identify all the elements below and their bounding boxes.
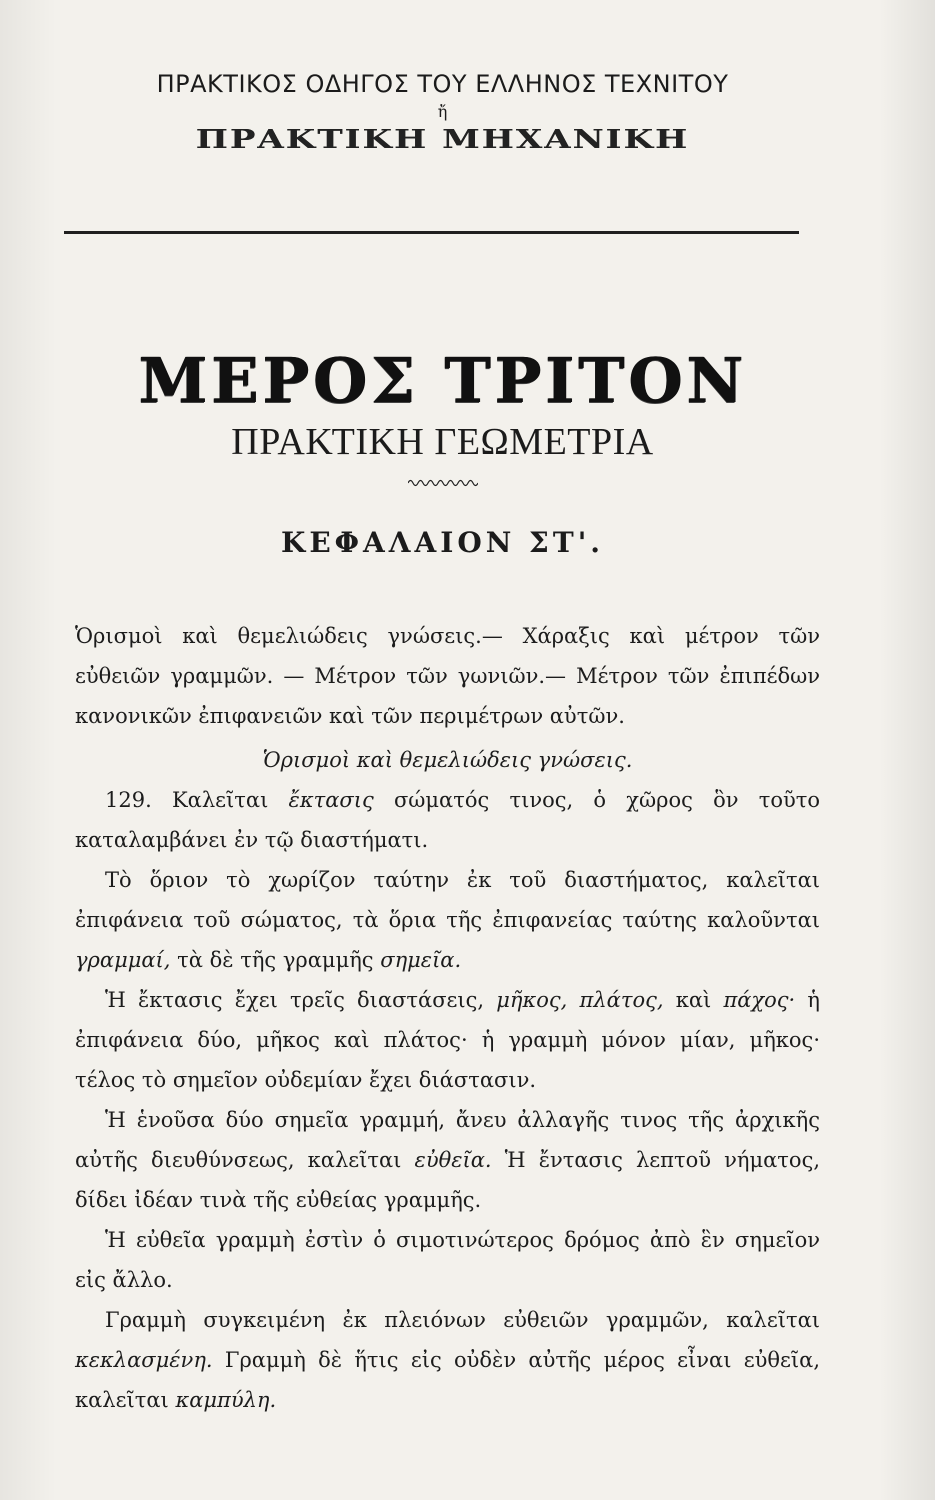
wave-ornament xyxy=(408,478,478,488)
text-run: Καλεῖται xyxy=(151,788,289,812)
section-heading: Ὁρισμοὶ καὶ θεμελιώδεις γνώσεις. xyxy=(262,748,633,772)
book-subtitle: ΠΡΑΚΤΙΚΗ ΜΗΧΑΝΙΚΗ xyxy=(195,124,690,156)
paragraph-129 xyxy=(75,780,820,860)
text-run: τὰ δὲ τῆς γραμμῆς xyxy=(170,948,381,972)
paragraph-dimensions xyxy=(75,980,820,1100)
text-run: σώματός τινος, ὁ χῶρος ὃν τοῦτο καταλαμβάνει ἐν τῷ διαστήματι. xyxy=(75,788,820,852)
italic-term: εὐθεῖα. xyxy=(414,1148,492,1172)
chapter-summary: Ὁρισμοὶ καὶ θεμελιώδεις γνώσεις.— Χάραξις καὶ μέτρον τῶν εὐθειῶν γραμμῶν. — Μέτρον τῶν γωνιῶν.— Μέτρον τῶν ἐπιπέδων κανονικῶν ἐπιφανειῶν καὶ τῶν περιμέτρων αὐτῶν. xyxy=(75,624,820,728)
text-run: Ἡ εὐθεῖα γραμμὴ ἐστὶν ὁ σιμοτινώτερος δρόμος ἀπὸ ἓν σημεῖον εἰς ἄλλο. xyxy=(75,1228,820,1292)
text-run: καὶ xyxy=(663,988,724,1012)
text-run: Ἡ ἑνοῦσα δύο σημεῖα γραμμή, ἄνευ ἀλλαγῆς τινος τῆς ἀρχικῆς αὐτῆς διευθύνσεως, καλεῖται xyxy=(75,1108,820,1172)
text-run: ἡ ἐπιφάνεια δύο, μῆκος καὶ πλάτος· ἡ γραμμὴ μόνον μίαν, μῆκος· τέλος τὸ σημεῖον οὐδεμίαν ἔχει διάστασιν. xyxy=(75,988,820,1092)
paragraph-broken-curved xyxy=(75,1300,820,1420)
header-rule xyxy=(64,231,799,234)
italic-term: κεκλασμένη. xyxy=(75,1348,213,1372)
text-run: Γραμμὴ δὲ ἥτις εἰς οὐδὲν αὐτῆς μέρος εἶναι εὐθεῖα, καλεῖται xyxy=(75,1348,820,1412)
part-title: ΜΕΡΟΣ ΤΡΙΤΟΝ xyxy=(138,344,747,417)
chapter-title: ΚΕΦΑΛΑΙΟΝ ΣΤ'. xyxy=(280,526,605,559)
part-subtitle: ΠΡΑΚΤΙΚΗ ΓΕΩΜΕΤΡΙΑ xyxy=(231,421,654,463)
body-text xyxy=(75,616,820,1420)
italic-term: καμπύλη. xyxy=(175,1388,277,1412)
italic-term: μῆκος, πλάτος, xyxy=(496,988,664,1012)
text-run: Ἡ ἔντασις λεπτοῦ νήματος, δίδει ἰδέαν τινὰ τῆς εὐθείας γραμμῆς. xyxy=(75,1148,821,1212)
italic-term: ἔκτασις xyxy=(288,788,374,812)
part-heading-block xyxy=(60,344,825,559)
italic-term: σημεῖα. xyxy=(380,948,462,972)
title-conjunction: ἤ xyxy=(437,102,448,121)
text-run: Τὸ ὅριον τὸ χωρίζον ταύτην ἐκ τοῦ διαστήματος, καλεῖται ἐπιφάνεια τοῦ σώματος, τὰ ὅρια τῆς ἐπιφανείας ταύτης καλοῦνται xyxy=(75,868,820,932)
italic-term: πάχος· xyxy=(723,988,796,1012)
text-run: Γραμμὴ συγκειμένη ἐκ πλειόνων εὐθειῶν γραμμῶν, καλεῖται xyxy=(105,1308,820,1332)
paragraph-number: 129. xyxy=(105,788,152,812)
paragraph-surface xyxy=(75,860,820,980)
book-title: ΠΡΑΚΤΙΚΟΣ ΟΔΗΓΟΣ ΤΟΥ ΕΛΛΗΝΟΣ ΤΕΧΝΙΤΟΥ xyxy=(156,70,729,98)
paragraph-shortest-path xyxy=(75,1220,820,1300)
running-header xyxy=(60,70,825,164)
paragraph-straight-line xyxy=(75,1100,820,1220)
italic-term: γραμμαί, xyxy=(75,948,171,972)
text-run: Ἡ ἔκτασις ἔχει τρεῖς διαστάσεις, xyxy=(105,988,497,1012)
